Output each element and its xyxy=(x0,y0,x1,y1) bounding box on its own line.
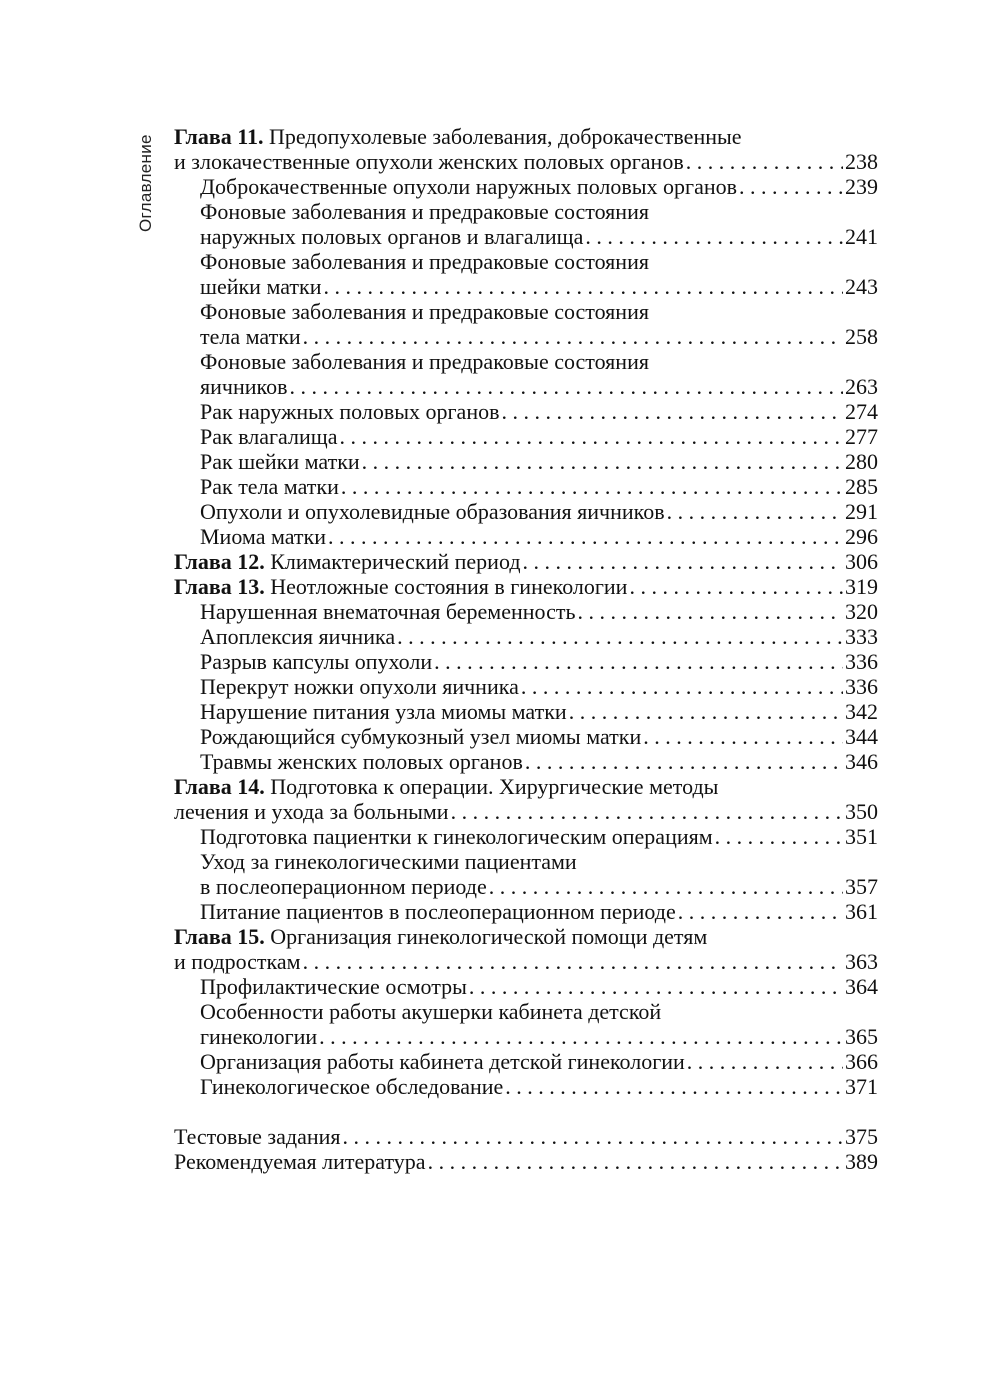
dot-leader xyxy=(397,624,843,649)
dot-leader xyxy=(289,374,843,399)
toc-entry[interactable] xyxy=(174,624,878,649)
toc-entry[interactable] xyxy=(174,524,878,549)
entry-title: Рак тела матки xyxy=(200,474,339,499)
entry-title: шейки матки xyxy=(200,274,322,299)
toc-entry-literature[interactable] xyxy=(174,1149,878,1174)
dot-leader xyxy=(678,899,843,924)
dot-leader xyxy=(303,324,843,349)
toc-entry[interactable] xyxy=(174,974,878,999)
dot-leader xyxy=(428,1149,843,1174)
page-number: 350 xyxy=(845,799,878,824)
dot-leader xyxy=(525,749,843,774)
page-number: 351 xyxy=(845,824,878,849)
page-number: 346 xyxy=(845,749,878,774)
toc-entry[interactable] xyxy=(174,374,878,399)
entry-title: Подготовка пациентки к гинекологическим операциям xyxy=(200,824,713,849)
toc-entry[interactable] xyxy=(174,649,878,674)
entry-title: Апоплексия яичника xyxy=(200,624,396,649)
page-number: 263 xyxy=(845,374,878,399)
entry-title: Фоновые заболевания и предраковые состояния xyxy=(200,349,649,374)
entry-title: Фоновые заболевания и предраковые состояния xyxy=(200,249,649,274)
page-number: 243 xyxy=(845,274,878,299)
page-number: 319 xyxy=(845,574,878,599)
page-number: 241 xyxy=(845,224,878,249)
page-number: 285 xyxy=(845,474,878,499)
toc-entry-continued[interactable] xyxy=(174,349,878,374)
dot-leader xyxy=(578,599,844,624)
dot-leader xyxy=(303,949,843,974)
dot-leader xyxy=(451,799,843,824)
dot-leader xyxy=(341,474,843,499)
chapter-label: Глава 13. xyxy=(174,574,265,599)
chapter-title: Предопухолевые заболевания, доброкачественные xyxy=(269,124,742,149)
toc-entry[interactable] xyxy=(174,1024,878,1049)
page-number: 306 xyxy=(845,549,878,574)
chapter-title: Неотложные состояния в гинекологии xyxy=(270,574,628,599)
toc-entry[interactable] xyxy=(174,949,878,974)
page-number: 389 xyxy=(845,1149,878,1174)
dot-leader xyxy=(343,1124,843,1149)
toc-entry[interactable] xyxy=(174,174,878,199)
entry-title: Нарушение питания узла миомы матки xyxy=(200,699,567,724)
table-of-contents xyxy=(174,124,878,1174)
page-number: 258 xyxy=(845,324,878,349)
dot-leader xyxy=(715,824,843,849)
entry-title: Опухоли и опухолевидные образования яичников xyxy=(200,499,665,524)
toc-entry-continued[interactable] xyxy=(174,199,878,224)
entry-title: Фоновые заболевания и предраковые состояния xyxy=(200,299,649,324)
entry-title: Профилактические осмотры xyxy=(200,974,467,999)
toc-entry[interactable] xyxy=(174,824,878,849)
entry-title: Организация работы кабинета детской гинекологии xyxy=(200,1049,685,1074)
entry-title: в послеоперационном периоде xyxy=(200,874,487,899)
dot-leader xyxy=(569,699,843,724)
toc-entry[interactable] xyxy=(174,749,878,774)
chapter-label: Глава 12. xyxy=(174,549,265,574)
toc-entry[interactable] xyxy=(174,599,878,624)
toc-entry-continued[interactable] xyxy=(174,849,878,874)
dot-leader xyxy=(585,224,843,249)
dot-leader xyxy=(643,724,843,749)
entry-title: тела матки xyxy=(200,324,301,349)
entry-title: Фоновые заболевания и предраковые состояния xyxy=(200,199,649,224)
page-number: 238 xyxy=(845,149,878,174)
toc-entry[interactable] xyxy=(174,474,878,499)
toc-entry[interactable] xyxy=(174,674,878,699)
page-number: 296 xyxy=(845,524,878,549)
chapter-title: Организация гинекологической помощи детям xyxy=(270,924,708,949)
dot-leader xyxy=(434,649,843,674)
entry-title: Доброкачественные опухоли наружных половых органов xyxy=(200,174,738,199)
toc-entry[interactable] xyxy=(174,274,878,299)
toc-entry[interactable] xyxy=(174,499,878,524)
page-number: 364 xyxy=(845,974,878,999)
entry-title: гинекологии xyxy=(200,1024,318,1049)
chapter-title: Подготовка к операции. Хирургические методы xyxy=(270,774,719,799)
toc-entry[interactable] xyxy=(174,424,878,449)
page-number: 291 xyxy=(845,499,878,524)
entry-title: и подросткам xyxy=(174,949,301,974)
toc-entry[interactable] xyxy=(174,799,878,824)
page-number: 344 xyxy=(845,724,878,749)
entry-title: Рождающийся субмукозный узел миомы матки xyxy=(200,724,642,749)
dot-leader xyxy=(629,574,843,599)
page-number: 274 xyxy=(845,399,878,424)
chapter-label: Глава 14. xyxy=(174,774,265,799)
toc-entry-continued[interactable] xyxy=(174,999,878,1024)
toc-entry[interactable] xyxy=(174,724,878,749)
page-number: 342 xyxy=(845,699,878,724)
toc-chapter-11-heading[interactable] xyxy=(174,124,878,149)
entry-title: Рак влагалища xyxy=(200,424,338,449)
dot-leader xyxy=(523,549,843,574)
entry-title: Гинекологическое обследование xyxy=(200,1074,504,1099)
toc-entry[interactable] xyxy=(174,449,878,474)
entry-title: Уход за гинекологическими пациентами xyxy=(200,849,577,874)
entry-title: наружных половых органов и влагалища xyxy=(200,224,584,249)
page-number: 375 xyxy=(845,1124,878,1149)
toc-entry[interactable] xyxy=(174,874,878,899)
toc-chapter-15-heading[interactable] xyxy=(174,924,878,949)
section-gap xyxy=(174,1099,878,1124)
toc-chapter-12-heading[interactable] xyxy=(174,549,878,574)
page-number: 280 xyxy=(845,449,878,474)
entry-title: Рак наружных половых органов xyxy=(200,399,500,424)
entry-title: и злокачественные опухоли женских половых органов xyxy=(174,149,684,174)
page-number: 366 xyxy=(845,1049,878,1074)
page-number: 239 xyxy=(845,174,878,199)
entry-title: лечения и ухода за больными xyxy=(174,799,449,824)
entry-title: яичников xyxy=(200,374,288,399)
entry-title: Нарушенная внематочная беременность xyxy=(200,599,576,624)
dot-leader xyxy=(505,1074,843,1099)
toc-entry[interactable] xyxy=(174,399,878,424)
running-head-label: Оглавление xyxy=(136,134,155,232)
page-number: 361 xyxy=(845,899,878,924)
entry-title: Травмы женских половых органов xyxy=(200,749,523,774)
toc-entry-continued[interactable] xyxy=(174,249,878,274)
entry-title: Тестовые задания xyxy=(174,1124,341,1149)
entry-title: Рекомендуемая литература xyxy=(174,1149,426,1174)
toc-entry[interactable] xyxy=(174,899,878,924)
toc-entry-continued[interactable] xyxy=(174,299,878,324)
dot-leader xyxy=(686,149,843,174)
chapter-title: Климактерический период xyxy=(270,549,521,574)
page-number: 371 xyxy=(845,1074,878,1099)
entry-title: Перекрут ножки опухоли яичника xyxy=(200,674,519,699)
dot-leader xyxy=(339,424,843,449)
chapter-label: Глава 15. xyxy=(174,924,265,949)
chapter-label: Глава 11. xyxy=(174,124,264,149)
dot-leader xyxy=(501,399,843,424)
entry-title: Разрыв капсулы опухоли xyxy=(200,649,433,674)
entry-title: Рак шейки матки xyxy=(200,449,360,474)
page-number: 277 xyxy=(845,424,878,449)
page-number: 336 xyxy=(845,674,878,699)
dot-leader xyxy=(489,874,843,899)
page-number: 363 xyxy=(845,949,878,974)
dot-leader xyxy=(469,974,843,999)
dot-leader xyxy=(667,499,843,524)
page-number: 333 xyxy=(845,624,878,649)
entry-title: Миома матки xyxy=(200,524,326,549)
dot-leader xyxy=(323,274,843,299)
dot-leader xyxy=(362,449,843,474)
toc-entry[interactable] xyxy=(174,699,878,724)
dot-leader xyxy=(739,174,843,199)
toc-entry[interactable] xyxy=(174,224,878,249)
toc-chapter-14-heading[interactable] xyxy=(174,774,878,799)
page-number: 336 xyxy=(845,649,878,674)
toc-entry[interactable] xyxy=(174,1049,878,1074)
toc-chapter-13-heading[interactable] xyxy=(174,574,878,599)
page-number: 365 xyxy=(845,1024,878,1049)
dot-leader xyxy=(521,674,843,699)
toc-entry[interactable] xyxy=(174,1074,878,1099)
dot-leader xyxy=(328,524,843,549)
dot-leader xyxy=(687,1049,843,1074)
toc-entry[interactable] xyxy=(174,324,878,349)
toc-entry-tests[interactable] xyxy=(174,1124,878,1149)
page-number: 320 xyxy=(845,599,878,624)
entry-title: Особенности работы акушерки кабинета детской xyxy=(200,999,662,1024)
entry-title: Питание пациентов в послеоперационном периоде xyxy=(200,899,676,924)
toc-entry[interactable] xyxy=(174,149,878,174)
page-number: 357 xyxy=(845,874,878,899)
dot-leader xyxy=(319,1024,843,1049)
